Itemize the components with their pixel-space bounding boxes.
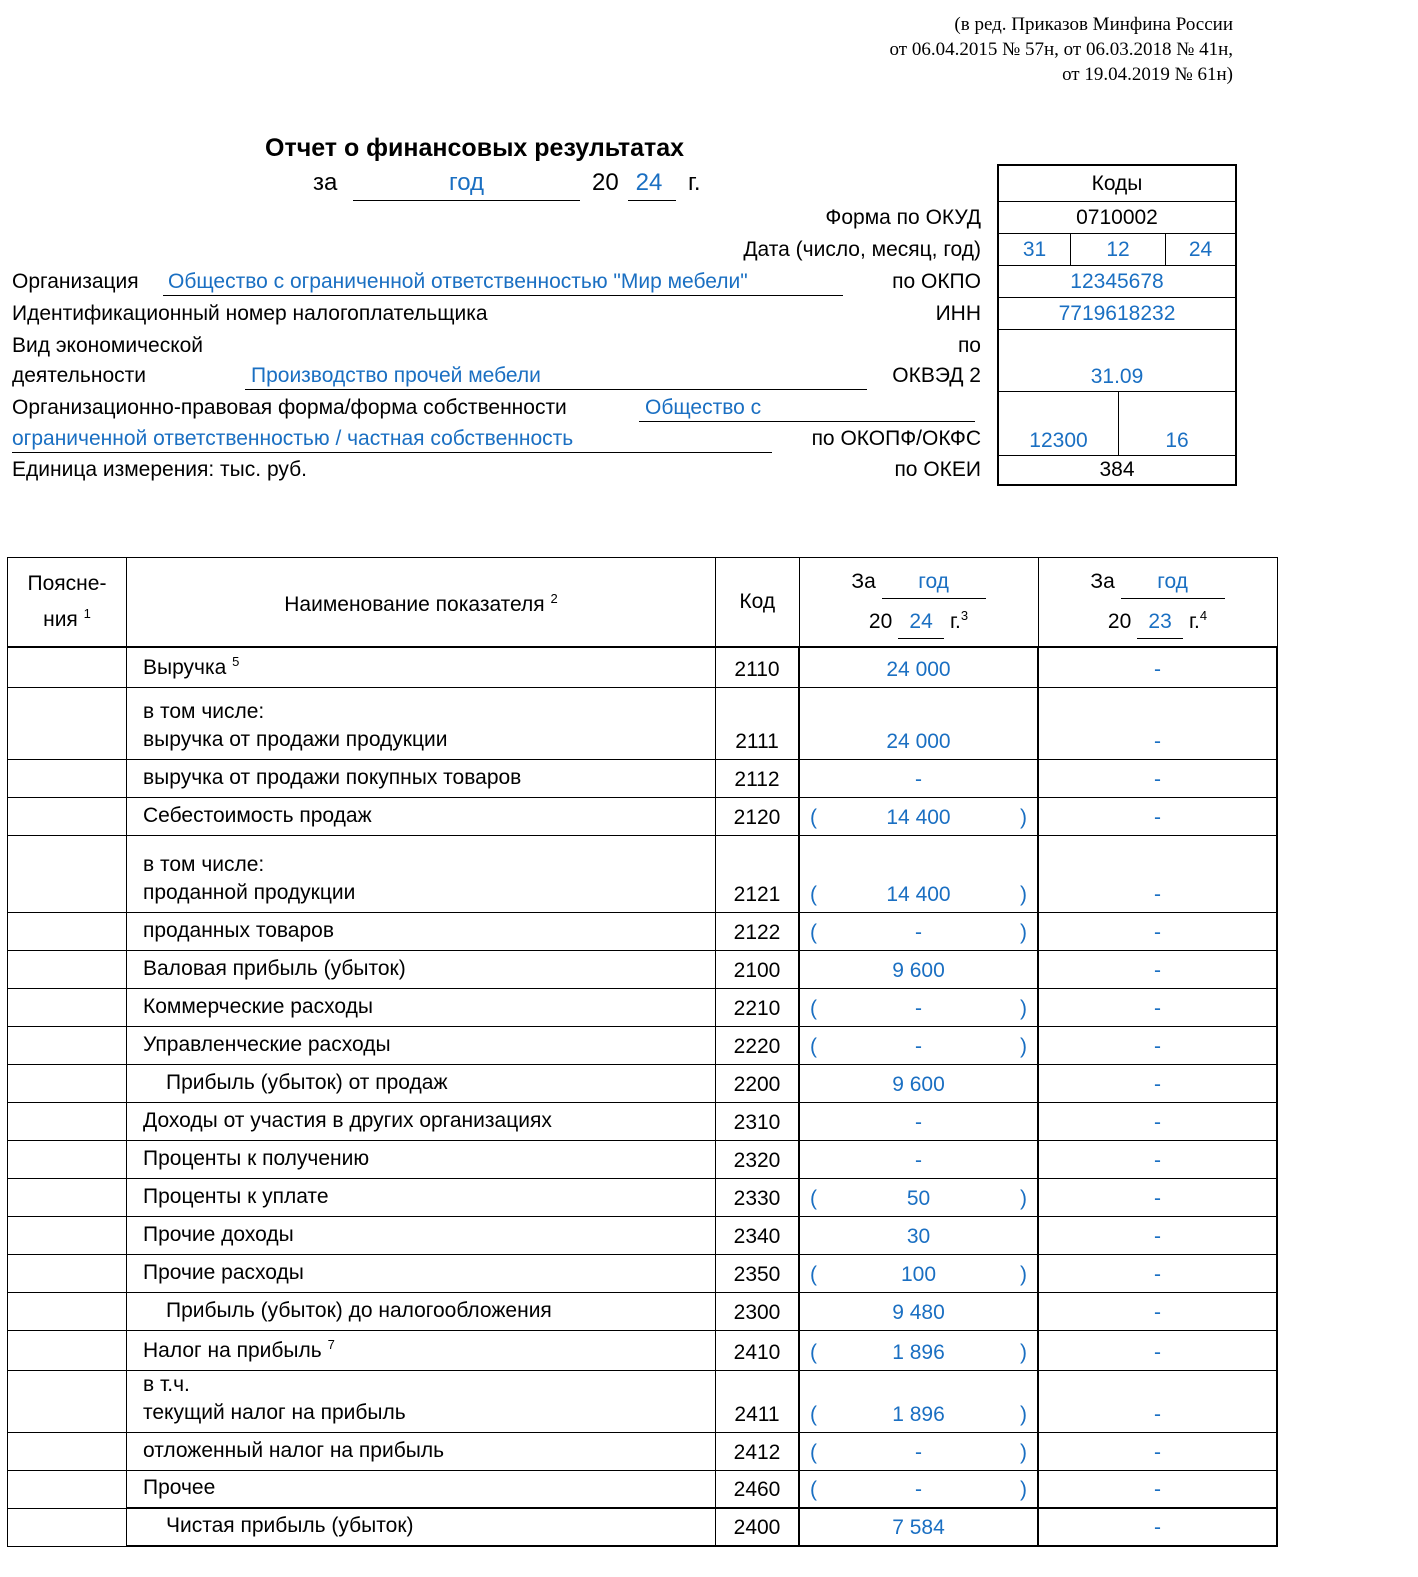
table-row: [8, 1432, 1278, 1470]
row-current-value-cell[interactable]: [799, 1140, 1038, 1178]
row-name: Управленческие расходы: [143, 1032, 391, 1056]
okfs-cell[interactable]: 16: [1165, 429, 1189, 452]
row-code: 2200: [716, 1064, 800, 1102]
row-previous-value-cell[interactable]: [1038, 1432, 1277, 1470]
row-previous-value[interactable]: -: [1154, 1516, 1161, 1539]
header-previous-period: За год 20 23 г.$^4$: [1038, 558, 1277, 647]
row-previous-value[interactable]: -: [1154, 657, 1161, 681]
table-row: [8, 1140, 1278, 1178]
codes-box: [997, 164, 1237, 486]
row-current-value[interactable]: 1 896: [892, 1340, 945, 1364]
close-paren: ): [1020, 1034, 1027, 1058]
row-previous-value-cell[interactable]: [1038, 1330, 1277, 1370]
open-paren: (: [810, 882, 817, 906]
row-previous-value-cell[interactable]: [1038, 1292, 1277, 1330]
row-name-cell: [127, 1292, 716, 1330]
close-paren: ): [1020, 1340, 1027, 1364]
row-code: 2121: [716, 835, 800, 912]
open-paren: (: [810, 1186, 817, 1210]
row-code: 2122: [716, 912, 800, 950]
org-value[interactable]: Общество с ограниченной ответственностью "Мир мебели": [168, 270, 748, 293]
row-name: Прибыль (убыток) от продаж: [166, 1070, 448, 1094]
row-name: Выручка: [143, 655, 227, 679]
page-title: Отчет о финансовых результатах: [265, 134, 685, 162]
row-notes-cell[interactable]: [8, 1330, 127, 1370]
row-notes-cell[interactable]: [8, 1254, 127, 1292]
row-name: текущий налог на прибыль: [143, 1400, 406, 1424]
row-current-value-cell[interactable]: [799, 1370, 1038, 1432]
row-code: 2310: [716, 1102, 800, 1140]
row-current-value[interactable]: 9 600: [892, 958, 945, 982]
row-previous-value[interactable]: -: [1154, 1340, 1161, 1364]
okud-label: Форма по ОКУД: [825, 206, 981, 229]
open-paren: (: [810, 1478, 817, 1501]
table-row: [8, 950, 1278, 988]
row-footnote: 7: [327, 1336, 335, 1352]
row-name: Себестоимость продаж: [143, 803, 372, 827]
row-name-cell: [127, 797, 716, 835]
row-notes-cell[interactable]: [8, 1470, 127, 1508]
row-current-value[interactable]: 9 480: [892, 1300, 945, 1324]
row-current-value[interactable]: 9 600: [892, 1072, 945, 1096]
row-previous-value-cell[interactable]: [1038, 1102, 1277, 1140]
table-row: [8, 797, 1278, 835]
row-code: 2111: [716, 687, 800, 759]
row-previous-value[interactable]: -: [1154, 1072, 1161, 1096]
row-name-cell: [127, 912, 716, 950]
row-previous-value[interactable]: -: [1154, 729, 1161, 753]
okved-cell[interactable]: 31.09: [999, 330, 1235, 392]
open-paren: (: [810, 805, 817, 829]
row-previous-value[interactable]: -: [1154, 1300, 1161, 1324]
row-previous-value[interactable]: -: [1154, 1440, 1161, 1464]
period-20: 20: [592, 169, 619, 196]
okei-cell[interactable]: 384: [1099, 458, 1135, 481]
row-previous-value[interactable]: -: [1154, 1478, 1161, 1501]
row-previous-value[interactable]: -: [1154, 805, 1161, 829]
open-paren: (: [810, 1262, 817, 1286]
row-code: 2120: [716, 797, 800, 835]
row-previous-value-cell[interactable]: [1038, 647, 1277, 688]
table-row: [8, 1254, 1278, 1292]
open-paren: (: [810, 1340, 817, 1364]
row-current-value[interactable]: -: [915, 767, 922, 791]
edition-note-line3: от 19.04.2019 № 61н): [1062, 64, 1233, 85]
row-previous-value-cell[interactable]: [1038, 687, 1277, 759]
inn-label: ИНН: [935, 302, 981, 325]
row-footnote: 5: [232, 653, 240, 669]
row-name-cell: [127, 1216, 716, 1254]
row-code: 2411: [716, 1370, 800, 1432]
table-row: [8, 759, 1278, 797]
table-row: [8, 1102, 1278, 1140]
close-paren: ): [1020, 920, 1027, 944]
row-current-value[interactable]: 24 000: [886, 729, 951, 753]
row-current-value-cell[interactable]: [799, 1292, 1038, 1330]
row-notes-cell[interactable]: [8, 1370, 127, 1432]
row-code: 2412: [716, 1432, 800, 1470]
row-code: 2340: [716, 1216, 800, 1254]
open-paren: (: [810, 1034, 817, 1058]
row-current-value-cell[interactable]: [799, 1102, 1038, 1140]
row-name-cell: [127, 647, 716, 688]
unit-label: Единица измерения: тыс. руб.: [12, 458, 307, 481]
row-name-prefix: в том числе:: [143, 699, 265, 723]
row-name-cell: [127, 988, 716, 1026]
date-month[interactable]: 12: [1071, 234, 1166, 265]
activity-label-1: Вид экономической: [12, 334, 204, 357]
row-previous-value[interactable]: -: [1154, 920, 1161, 944]
close-paren: ): [1020, 1478, 1027, 1501]
row-notes-cell[interactable]: [8, 912, 127, 950]
row-name-cell: [127, 1508, 716, 1546]
period-value[interactable]: год: [448, 169, 485, 196]
row-current-value-cell[interactable]: [799, 797, 1038, 835]
row-notes-cell[interactable]: [8, 1292, 127, 1330]
row-notes-cell[interactable]: [8, 1178, 127, 1216]
row-name-cell: [127, 1178, 716, 1216]
row-current-value[interactable]: 14 400: [886, 805, 951, 829]
row-name-cell: [127, 1470, 716, 1508]
table-row: [8, 1178, 1278, 1216]
row-current-value[interactable]: -: [915, 1440, 922, 1464]
row-name-cell: [127, 1140, 716, 1178]
row-previous-value-cell[interactable]: [1038, 835, 1277, 912]
row-code: 2400: [716, 1508, 800, 1546]
date-cells: [999, 234, 1235, 266]
row-name: выручка от продажи продукции: [143, 727, 448, 751]
table-row: [8, 912, 1278, 950]
row-name: Проценты к получению: [143, 1146, 370, 1170]
table-header-row: [8, 558, 1278, 647]
row-current-value-cell[interactable]: [799, 759, 1038, 797]
row-name: Прочее: [143, 1476, 216, 1499]
row-notes-cell[interactable]: [8, 797, 127, 835]
row-notes-cell[interactable]: [8, 950, 127, 988]
row-current-value[interactable]: -: [915, 996, 922, 1020]
row-name: отложенный налог на прибыль: [143, 1438, 445, 1462]
row-notes-cell[interactable]: [8, 1508, 127, 1546]
row-previous-value[interactable]: -: [1154, 1262, 1161, 1286]
edition-note-line2: от 06.04.2015 № 57н, от 06.03.2018 № 41н,: [889, 39, 1233, 60]
close-paren: ): [1020, 882, 1027, 906]
row-previous-value-cell[interactable]: [1038, 1254, 1277, 1292]
row-code: 2100: [716, 950, 800, 988]
open-paren: (: [810, 920, 817, 944]
period-year[interactable]: 24: [635, 169, 663, 196]
row-code: 2210: [716, 988, 800, 1026]
row-code: 2410: [716, 1330, 800, 1370]
row-name: Проценты к уплате: [143, 1184, 329, 1208]
activity-label-2: деятельности: [12, 364, 146, 387]
org-label: Организация: [12, 270, 139, 293]
inn-cell[interactable]: 7719618232: [999, 298, 1235, 330]
okud-cell[interactable]: 0710002: [999, 202, 1235, 234]
inn-text: Идентификационный номер налогоплательщика: [12, 302, 488, 325]
row-name-cell: [127, 1064, 716, 1102]
okved-label-2: ОКВЭД 2: [892, 364, 981, 387]
row-current-value[interactable]: 50: [906, 1186, 931, 1210]
row-current-value[interactable]: 14 400: [886, 882, 951, 906]
close-paren: ): [1020, 1186, 1027, 1210]
financial-results-table: [7, 557, 1278, 1547]
close-paren: ): [1020, 1262, 1027, 1286]
row-notes-cell[interactable]: [8, 1432, 127, 1470]
okved-label-1: по: [957, 334, 981, 357]
row-name-cell: [127, 759, 716, 797]
row-previous-value[interactable]: -: [1154, 1224, 1161, 1248]
row-previous-value-cell[interactable]: [1038, 988, 1277, 1026]
header-current-period: За год 20 24 г.$^3$: [799, 558, 1038, 647]
opf-label: Организационно-правовая форма/форма собственности: [12, 396, 567, 419]
okpo-label: по ОКПО: [892, 270, 981, 293]
row-previous-value-cell[interactable]: [1038, 1370, 1277, 1432]
row-previous-value-cell[interactable]: [1038, 1178, 1277, 1216]
row-previous-value[interactable]: -: [1154, 1110, 1161, 1134]
okopf-cells: [999, 392, 1235, 456]
row-code: 2110: [716, 647, 800, 688]
row-current-value[interactable]: -: [915, 1478, 922, 1501]
row-previous-value-cell[interactable]: [1038, 950, 1277, 988]
row-code: 2220: [716, 1026, 800, 1064]
row-code: 2112: [716, 759, 800, 797]
row-current-value[interactable]: 30: [906, 1224, 931, 1248]
row-name-cell: [127, 1330, 716, 1370]
row-notes-cell[interactable]: [8, 687, 127, 759]
row-current-value-cell[interactable]: [799, 950, 1038, 988]
open-paren: (: [810, 996, 817, 1020]
row-current-value[interactable]: -: [915, 1148, 922, 1172]
table-row: [8, 687, 1278, 759]
row-name-cell: [127, 687, 716, 759]
row-code: 2300: [716, 1292, 800, 1330]
table-row: [8, 1064, 1278, 1102]
opf-value-1[interactable]: Общество с: [645, 396, 762, 419]
row-notes-cell[interactable]: [8, 988, 127, 1026]
period-za: за: [313, 169, 338, 196]
row-notes-cell[interactable]: [8, 1064, 127, 1102]
row-previous-value-cell[interactable]: [1038, 797, 1277, 835]
row-code: 2460: [716, 1470, 800, 1508]
row-previous-value[interactable]: -: [1154, 958, 1161, 982]
row-current-value[interactable]: 1 896: [892, 1402, 945, 1426]
row-previous-value-cell[interactable]: [1038, 1470, 1277, 1508]
okpo-cell[interactable]: 12345678: [999, 266, 1235, 298]
row-name-cell: [127, 835, 716, 912]
row-current-value[interactable]: -: [915, 920, 922, 944]
row-name: выручка от продажи покупных товаров: [143, 765, 522, 789]
row-current-value-cell[interactable]: [799, 1026, 1038, 1064]
row-previous-value[interactable]: -: [1154, 1402, 1161, 1426]
row-current-value-cell[interactable]: [799, 1064, 1038, 1102]
row-notes-cell[interactable]: [8, 1216, 127, 1254]
okopf-label: по ОКОПФ/ОКФС: [811, 427, 981, 450]
row-current-value-cell[interactable]: [799, 835, 1038, 912]
row-notes-cell[interactable]: [8, 1102, 127, 1140]
period-g: г.: [688, 169, 701, 196]
okei-label: по ОКЕИ: [894, 458, 981, 481]
row-name: Прибыль (убыток) до налогообложения: [166, 1298, 552, 1322]
row-code: 2350: [716, 1254, 800, 1292]
row-previous-value[interactable]: -: [1154, 767, 1161, 791]
row-notes-cell[interactable]: [8, 1140, 127, 1178]
close-paren: ): [1020, 996, 1027, 1020]
opf-value-2[interactable]: ограниченной ответственностью / частная собственность: [12, 427, 574, 450]
row-name-cell: [127, 1026, 716, 1064]
table-row: [8, 1292, 1278, 1330]
row-name: Налог на прибыль: [143, 1338, 322, 1362]
table-row: [8, 1026, 1278, 1064]
row-name-cell: [127, 950, 716, 988]
codes-header: Коды: [999, 166, 1235, 202]
row-current-value-cell[interactable]: [799, 1178, 1038, 1216]
row-code: 2320: [716, 1140, 800, 1178]
row-current-value[interactable]: -: [915, 1034, 922, 1058]
row-current-value-cell[interactable]: [799, 687, 1038, 759]
row-previous-value-cell[interactable]: [1038, 912, 1277, 950]
row-current-value[interactable]: 100: [900, 1262, 937, 1286]
row-previous-value-cell[interactable]: [1038, 1026, 1277, 1064]
table-row: [8, 1508, 1278, 1546]
row-name-cell: [127, 1370, 716, 1432]
header-notes: Поясне- ния $^1$: [8, 558, 127, 647]
row-previous-value-cell[interactable]: [1038, 1064, 1277, 1102]
row-current-value-cell[interactable]: [799, 1216, 1038, 1254]
table-row: [8, 1330, 1278, 1370]
table-row: [8, 1370, 1278, 1432]
row-name-cell: [127, 1432, 716, 1470]
row-name: Прочие доходы: [143, 1222, 294, 1246]
open-paren: (: [810, 1402, 817, 1426]
row-name: проданных товаров: [143, 918, 334, 942]
row-name-cell: [127, 1102, 716, 1140]
table-row: [8, 988, 1278, 1026]
row-name: Прочие расходы: [143, 1260, 304, 1284]
row-current-value[interactable]: 7 584: [892, 1516, 945, 1539]
close-paren: ): [1020, 1440, 1027, 1464]
row-current-value-cell[interactable]: [799, 647, 1038, 688]
close-paren: ): [1020, 805, 1027, 829]
row-code: 2330: [716, 1178, 800, 1216]
row-name: Валовая прибыль (убыток): [143, 956, 406, 980]
row-notes-cell[interactable]: [8, 1026, 127, 1064]
row-current-value-cell[interactable]: [799, 1432, 1038, 1470]
row-current-value-cell[interactable]: [799, 1254, 1038, 1292]
row-previous-value[interactable]: -: [1154, 1148, 1161, 1172]
row-notes-cell[interactable]: [8, 759, 127, 797]
table-row: [8, 835, 1278, 912]
row-previous-value[interactable]: -: [1154, 1186, 1161, 1210]
row-name: Доходы от участия в других организациях: [143, 1108, 552, 1132]
date-label: Дата (число, месяц, год): [743, 238, 981, 261]
row-name: проданной продукции: [143, 880, 356, 904]
okopf-cell[interactable]: 12300: [999, 392, 1119, 455]
row-name-prefix: в т.ч.: [143, 1372, 190, 1396]
row-previous-value-cell[interactable]: [1038, 759, 1277, 797]
edition-note-line1: (в ред. Приказов Минфина России: [954, 14, 1233, 35]
row-previous-value-cell[interactable]: [1038, 1508, 1277, 1546]
row-current-value-cell[interactable]: [799, 988, 1038, 1026]
date-day[interactable]: 31: [999, 234, 1071, 265]
activity-value[interactable]: Производство прочей мебели: [251, 364, 541, 387]
row-previous-value[interactable]: -: [1154, 882, 1161, 906]
row-current-value-cell[interactable]: [799, 1470, 1038, 1508]
table-row: [8, 1216, 1278, 1254]
date-year[interactable]: 24: [1188, 237, 1213, 261]
row-name: Коммерческие расходы: [143, 994, 373, 1018]
row-current-value-cell[interactable]: [799, 1330, 1038, 1370]
row-previous-value[interactable]: -: [1154, 1034, 1161, 1058]
row-current-value-cell[interactable]: [799, 1508, 1038, 1546]
row-current-value-cell[interactable]: [799, 912, 1038, 950]
header-code: Код: [716, 558, 800, 647]
open-paren: (: [810, 1440, 817, 1464]
row-name-cell: [127, 1254, 716, 1292]
row-previous-value[interactable]: -: [1154, 996, 1161, 1020]
table-row: [8, 1470, 1278, 1508]
row-name-prefix: в том числе:: [143, 852, 265, 876]
row-notes-cell[interactable]: [8, 647, 127, 688]
row-notes-cell[interactable]: [8, 835, 127, 912]
row-name: Чистая прибыль (убыток): [166, 1514, 414, 1537]
row-previous-value-cell[interactable]: [1038, 1216, 1277, 1254]
header-name: Наименование показателя $^2$: [127, 558, 716, 647]
table-row: [8, 647, 1278, 688]
row-current-value[interactable]: 24 000: [886, 657, 951, 681]
row-current-value[interactable]: -: [915, 1110, 922, 1134]
close-paren: ): [1020, 1402, 1027, 1426]
row-previous-value-cell[interactable]: [1038, 1140, 1277, 1178]
